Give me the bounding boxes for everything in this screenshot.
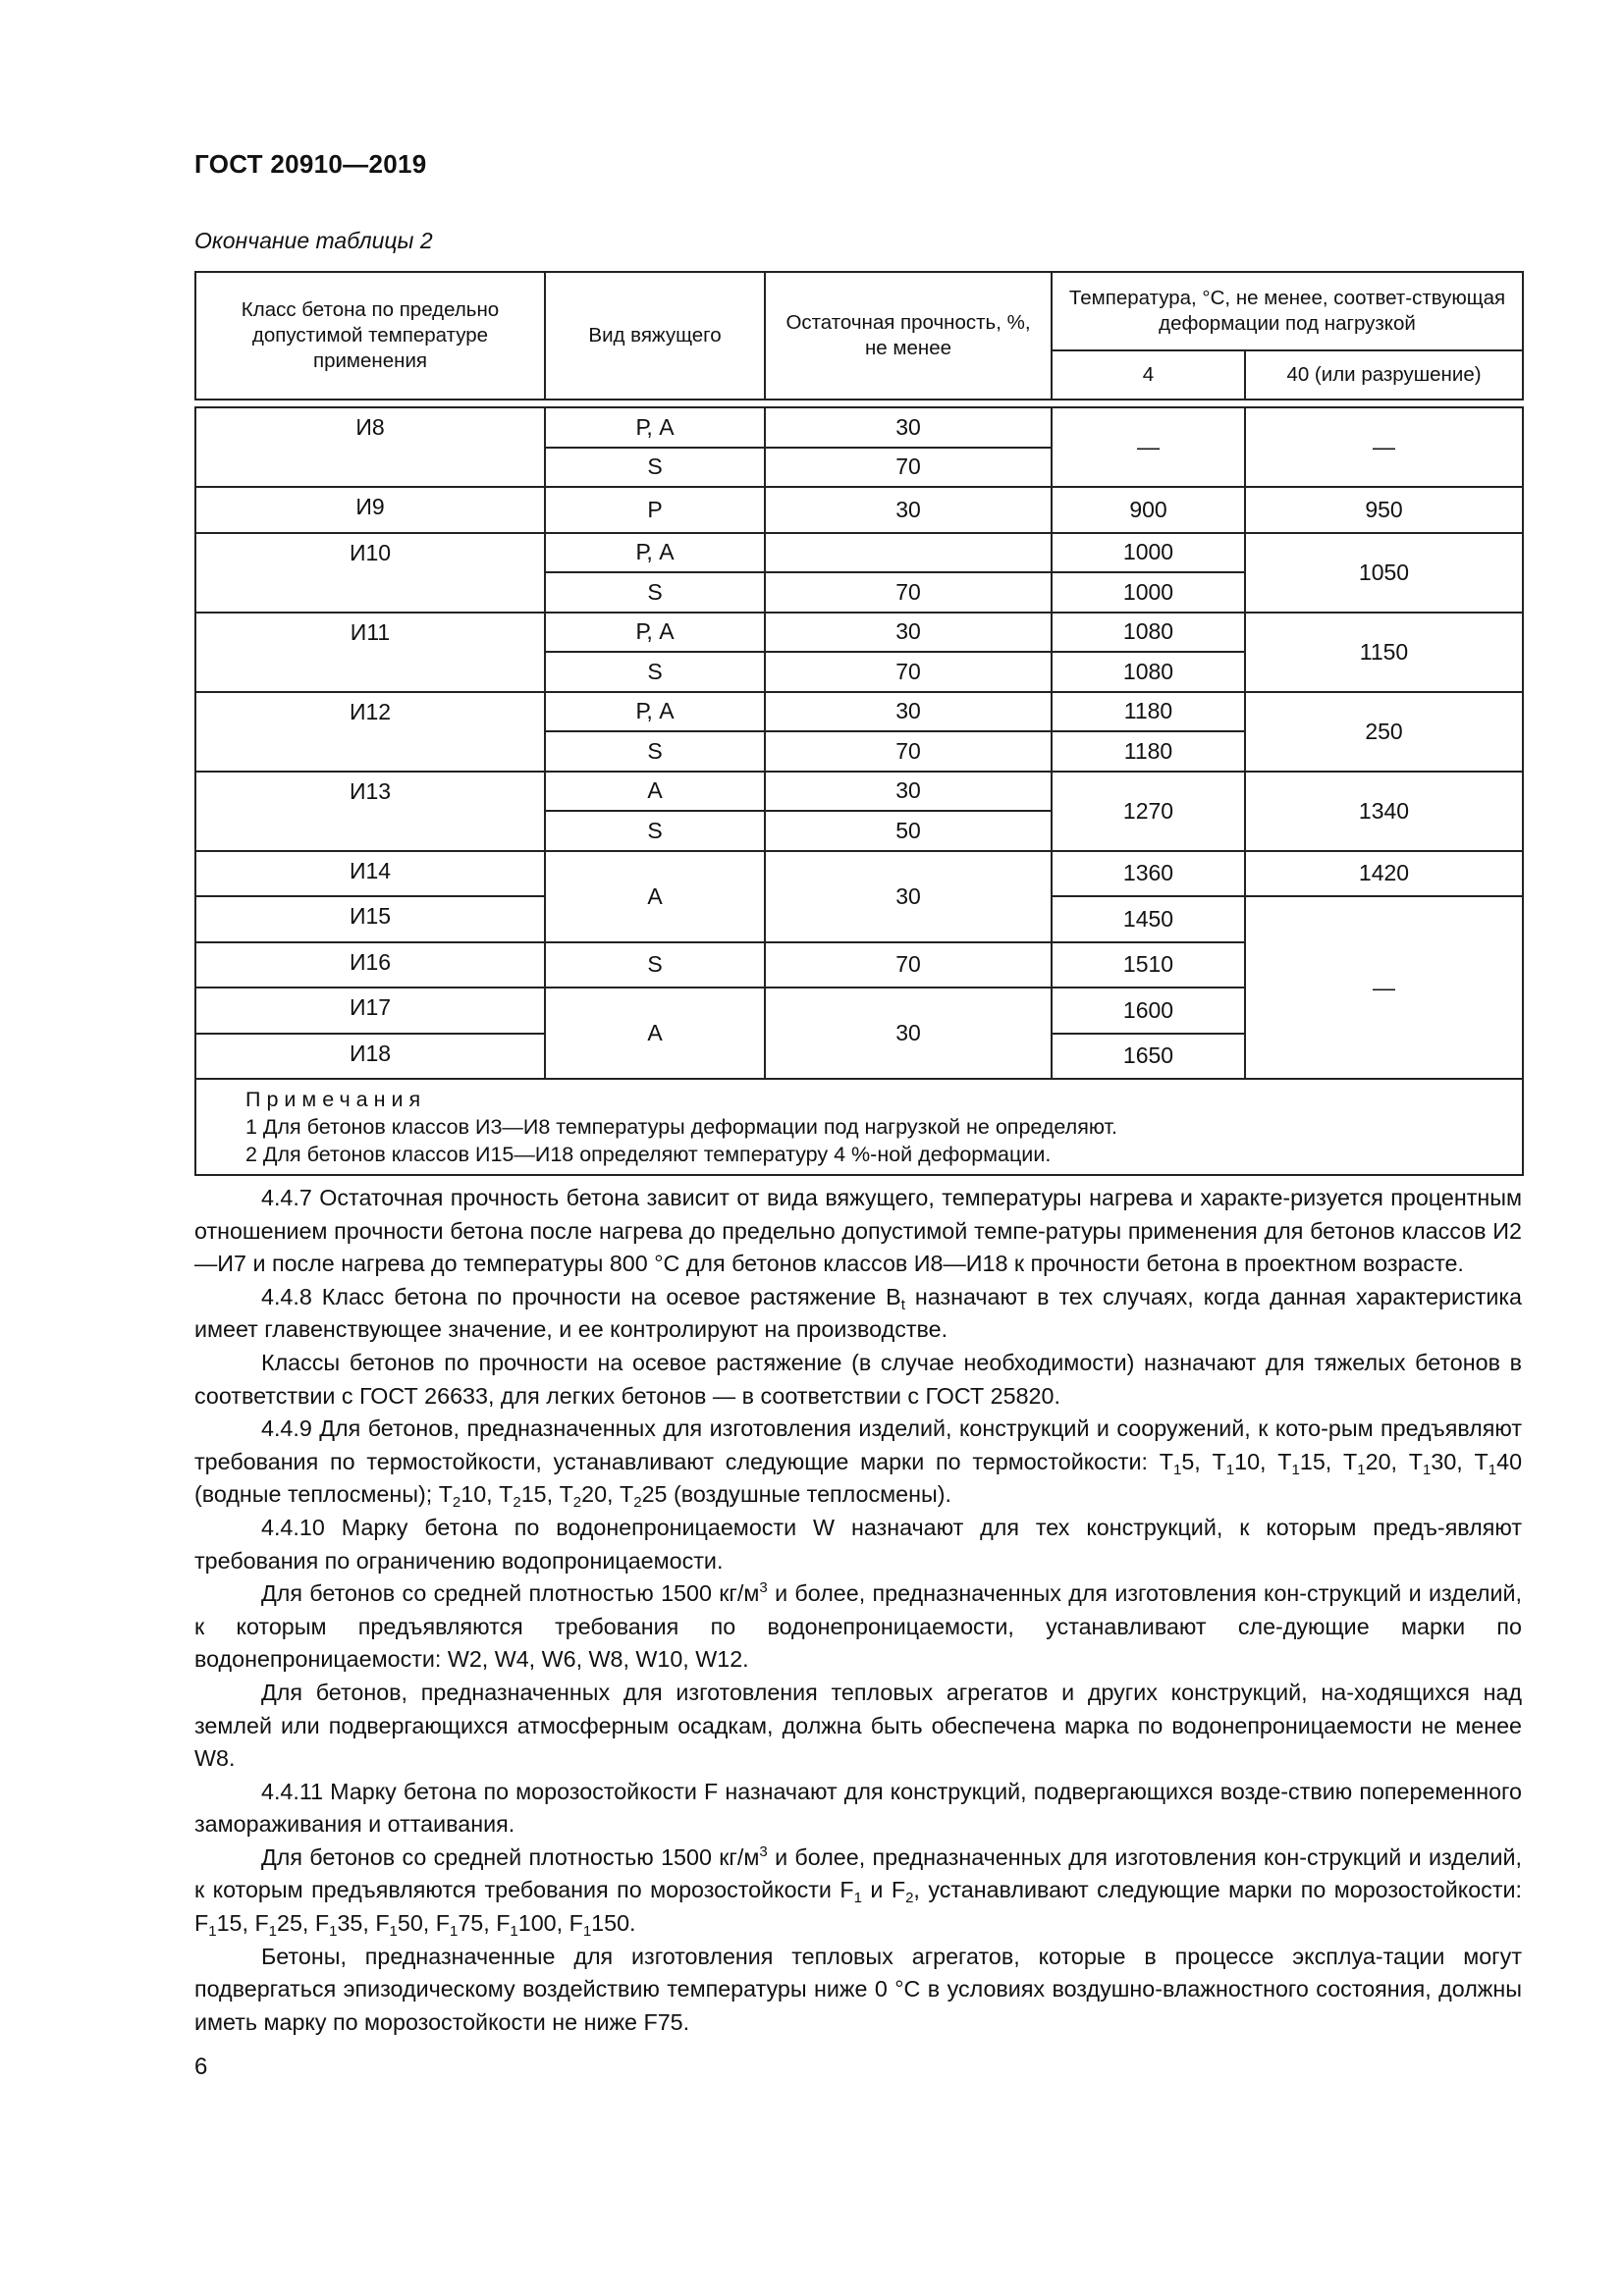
table-row: [195, 851, 1523, 897]
temp4-cell: 900: [1052, 487, 1245, 533]
binder-cell: Р, А: [545, 407, 765, 448]
residual-cell: 70: [765, 942, 1052, 988]
document-standard-title: ГОСТ 20910—2019: [194, 149, 427, 179]
residual-cell: 30: [765, 851, 1052, 942]
class-cell: И13: [195, 772, 545, 851]
binder-cell: S: [545, 448, 765, 488]
temp4-cell: 1600: [1052, 988, 1245, 1034]
class-cell: И16: [195, 942, 545, 988]
paragraph-4-4-8: 4.4.8 Класс бетона по прочности на осевое растяжение $B_t$ назначают в тех случаях, когда данная характеристика имеет главенствующее значение, и ее контролируют на производстве.: [194, 1283, 1522, 1343]
temp4-cell: 1180: [1052, 692, 1245, 732]
temp40-cell: —: [1245, 896, 1523, 1079]
paragraph-4-4-7: 4.4.7 Остаточная прочность бетона зависит от вида вяжущего, температуры нагрева и характе-ризуется процентным отношением прочности бетона после нагрева до предельно допустимой темпе-ратуры применения для бетонов классов И2—И7 и после нагрева до температуры 800 °С для бетонов классов И8—И18 к прочности бетона в проектном возрасте.: [194, 1185, 1522, 1277]
residual-cell: 30: [765, 487, 1052, 533]
temp4-cell: 1000: [1052, 572, 1245, 613]
temp40-cell: —: [1245, 407, 1523, 487]
temp4-cell: 1180: [1052, 731, 1245, 772]
temp40-cell: 1340: [1245, 772, 1523, 851]
class-cell: И18: [195, 1034, 545, 1080]
temp4-cell: 1450: [1052, 896, 1245, 942]
binder-cell: А: [545, 772, 765, 812]
table-row: [195, 533, 1523, 573]
binder-cell: Р, А: [545, 613, 765, 653]
class-cell: И17: [195, 988, 545, 1034]
page-number: 6: [194, 2054, 208, 2080]
binder-cell: S: [545, 652, 765, 692]
residual-cell: 30: [765, 772, 1052, 812]
temp4-cell: 1650: [1052, 1034, 1245, 1080]
header-separator: [195, 400, 1523, 407]
residual-cell: 70: [765, 448, 1052, 488]
temp4-cell: 1360: [1052, 851, 1245, 897]
temp40-cell: 950: [1245, 487, 1523, 533]
temp4-cell: 1510: [1052, 942, 1245, 988]
residual-cell: 70: [765, 572, 1052, 613]
table-row: [195, 613, 1523, 653]
paragraph-4-4-11: 4.4.11 Марку бетона по морозостойкости F назначают для конструкций, подвергающихся возде-ствию попеременного замораживания и оттаивания.: [194, 1778, 1522, 1838]
header-temperature: Температура, °С, не менее, соответ-ствующая деформации под нагрузкой: [1052, 272, 1523, 350]
paragraph-4-4-8-classes: Классы бетонов по прочности на осевое растяжение (в случае необходимости) назначают для тяжелых бетонов в соответствии с ГОСТ 26633, для легких бетонов — в соответствии с ГОСТ 25820.: [194, 1349, 1522, 1409]
binder-cell: А: [545, 851, 765, 942]
temp40-cell: 1420: [1245, 851, 1523, 897]
concrete-class-table: [194, 271, 1524, 1176]
header-binder: Вид вяжущего: [545, 272, 765, 400]
class-cell: И11: [195, 613, 545, 692]
table-row: [195, 407, 1523, 448]
class-cell: И9: [195, 487, 545, 533]
table-row: [195, 487, 1523, 533]
notes-title: Примечания: [245, 1088, 427, 1111]
binder-cell: S: [545, 731, 765, 772]
thermal-marks: $Т_15$, $Т_110$, $Т_115$, $Т_120$, $Т_130$, $Т_140$ (водные теплосмены); $Т_210$, $Т_215$, $Т_220$, $Т_225$ (воздушные теплосмены).: [194, 1448, 1523, 1512]
table-row: [195, 692, 1523, 732]
class-cell: И14: [195, 851, 545, 897]
paragraph-4-4-11-density: Для бетонов со средней плотностью 1500 $кг/м^3$ и более, предназначенных для изготовления кон-струкций и изделий, к которым предъявляются требования по морозостойкости $F_1$ и $F_2$, устанавливают следующие марки по морозостойкости: $F_115$, $F_125$, $F_135$, $F_150$, $F_175$, $F_1100$, $F_1150$.: [194, 1842, 1522, 1941]
temp40-cell: 250: [1245, 692, 1523, 772]
paragraph-4-4-10: 4.4.10 Марку бетона по водонепроницаемости W назначают для тех конструкций, к которым предъ-являют требования по ограничению водопроницаемости.: [194, 1514, 1522, 1574]
paragraph-4-4-10-density: Для бетонов со средней плотностью 1500 $кг/м^3$ и более, предназначенных для изготовления кон-струкций и изделий, к которым предъявляются требования по водонепроницаемости, устанавливают сле-дующие марки по водонепроницаемости: W2, W4, W6, W8, W10, W12.: [194, 1579, 1522, 1673]
residual-cell: [765, 533, 1052, 573]
class-cell: И12: [195, 692, 545, 772]
note-1: 1 Для бетонов классов И3—И8 температуры деформации под нагрузкой не определяют.: [245, 1115, 1117, 1139]
temp40-cell: 1150: [1245, 613, 1523, 692]
header-class: Класс бетона по предельно допустимой температуре применения: [195, 272, 545, 400]
binder-cell: S: [545, 942, 765, 988]
table-notes: [195, 1079, 1523, 1175]
residual-cell: 50: [765, 811, 1052, 851]
temp4-cell: —: [1052, 407, 1245, 487]
binder-cell: S: [545, 811, 765, 851]
temp4-cell: 1080: [1052, 652, 1245, 692]
binder-cell: Р: [545, 487, 765, 533]
binder-cell: Р, А: [545, 533, 765, 573]
temp4-cell: 1000: [1052, 533, 1245, 573]
temp4-cell: 1080: [1052, 613, 1245, 653]
class-cell: И15: [195, 896, 545, 942]
residual-cell: 30: [765, 613, 1052, 653]
header-deformation-4: 4: [1052, 350, 1245, 400]
table-caption: Окончание таблицы 2: [194, 228, 433, 253]
residual-cell: 30: [765, 692, 1052, 732]
paragraph-4-4-9: 4.4.9 Для бетонов, предназначенных для изготовления изделий, конструкций и сооружений, к кото-рым предъявляют требования по термостойкости, устанавливают следующие марки по термостойкости: $Т_15$, $Т_110$, $Т_115$, $Т_120$, $Т_130$, $Т_140$ (водные теплосмены); $Т_210$, $Т_215$, $Т_220$, $Т_225$ (воздушные теплосмены).: [194, 1415, 1523, 1512]
binder-cell: Р, А: [545, 692, 765, 732]
body-text: [194, 1182, 1522, 2039]
header-deformation-40: 40 (или разрушение): [1245, 350, 1523, 400]
temp4-cell: 1270: [1052, 772, 1245, 851]
frost-marks: $F_115$, $F_125$, $F_135$, $F_150$, $F_175$, $F_1100$, $F_1150$.: [194, 1910, 636, 1941]
binder-cell: S: [545, 572, 765, 613]
class-cell: И10: [195, 533, 545, 613]
class-cell: И8: [195, 407, 545, 487]
residual-cell: 30: [765, 988, 1052, 1079]
table-row: [195, 772, 1523, 812]
residual-cell: 70: [765, 731, 1052, 772]
header-residual-strength: Остаточная прочность, %, не менее: [765, 272, 1052, 400]
temp40-cell: 1050: [1245, 533, 1523, 613]
binder-cell: А: [545, 988, 765, 1079]
paragraph-4-4-10-thermal: Для бетонов, предназначенных для изготовления тепловых агрегатов и других конструкций, на-ходящихся над землей или подвергающихся атмосферным осадкам, должна быть обеспечена марка по водонепроницаемости не менее W8.: [194, 1679, 1522, 1772]
residual-cell: 70: [765, 652, 1052, 692]
paragraph-4-4-11-thermal: Бетоны, предназначенные для изготовления тепловых агрегатов, которые в процессе эксплуа-тации могут подвергаться эпизодическому воздействию температуры ниже 0 °С в условиях воздушно-влажностного состояния, должны иметь марку по морозостойкости не ниже F75.: [194, 1943, 1522, 2035]
note-2: 2 Для бетонов классов И15—И18 определяют температуру 4 %-ной деформации.: [245, 1143, 1052, 1166]
residual-cell: 30: [765, 407, 1052, 448]
